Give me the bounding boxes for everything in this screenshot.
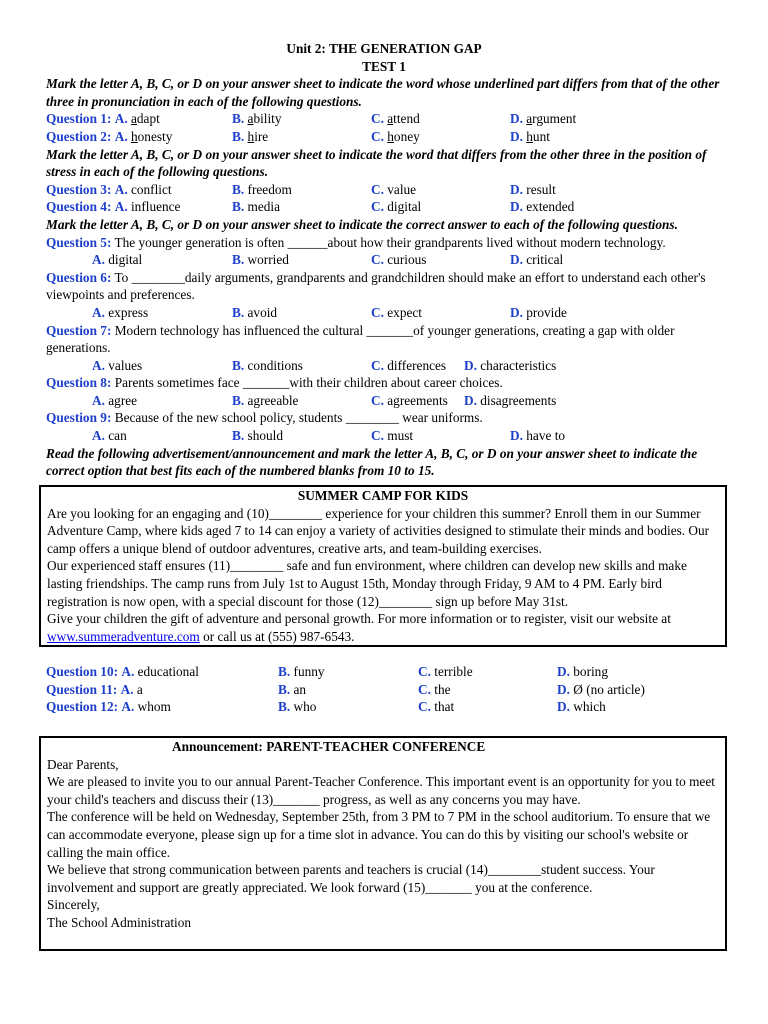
conference-announcement — [39, 736, 727, 951]
conference-paragraph-1: We are pleased to invite you to our annual Parent-Teacher Conference. This important event is an opportunity for you to meet your child's teachers and discuss their (13)_______ progress, as well as any concerns you may have. — [47, 774, 715, 807]
question-12: Question 12: A. whom B. who C. that D. which — [46, 699, 606, 715]
worksheet — [46, 40, 722, 480]
camp-paragraph-1: Are you looking for an engaging and (10)________ experience for your children this summer? Enroll them in our Summer Adventure Camp, where kids aged 7 to 14 can enjoy a variety of activities designed to stimulate their minds and bodies. Our camp offers a unique blend of outdoor adventures, creative arts, and team-building exercises. — [47, 505, 710, 556]
question-6-stem: Question 6: To ________daily arguments, grandparents and grandchildren should make an effort to understand each other's viewpoints and preferences. — [46, 269, 706, 303]
question-7-stem: Question 7: Modern technology has influenced the cultural _______of younger generations, creating a gap with older generations. — [46, 322, 675, 356]
question-7-options: A. values B. conditions C. differences D. characteristics — [92, 357, 557, 373]
question-1: Question 1: A. adapt B. ability C. attend D. argument — [46, 111, 577, 127]
instruction-pronunciation: Mark the letter A, B, C, or D on your answer sheet to indicate the word whose underlined part differs from that of the other three in pronunciation in each of the following questions. — [46, 76, 720, 109]
question-8-stem: Question 8: Parents sometimes face _______with their children about career choices. — [46, 375, 503, 391]
conference-paragraph-3: We believe that strong communication between parents and teachers is crucial (14)________student success. Your involvement and support are greatly appreciated. We look forward (15)_______ you at the conference. — [47, 862, 655, 895]
question-4: Question 4: A. influence B. media C. digital D. extended — [46, 199, 575, 215]
conference-closing: Sincerely, — [47, 897, 100, 913]
summer-camp-advertisement — [39, 485, 727, 647]
question-9-stem: Question 9: Because of the new school policy, students ________ wear uniforms. — [46, 410, 483, 426]
question-10: Question 10: A. educational B. funny C. terrible D. boring — [46, 664, 608, 679]
question-8-options: A. agree B. agreeable C. agreements D. disagreements — [92, 392, 557, 408]
instruction-reading: Read the following advertisement/announcement and mark the letter A, B, C, or D on your answer sheet to indicate the correct option that best fits each of the numbered blanks from 10 to 15. — [46, 445, 698, 479]
test-title: TEST 1 — [362, 58, 406, 74]
question-label: Question 1: — [46, 111, 112, 127]
question-3: Question 3: A. conflict B. freedom C. value D. result — [46, 181, 556, 197]
instruction-stress: Mark the letter A, B, C, or D on your answer sheet to indicate the word that differs from the other three in the position of stress in each of the following questions. — [46, 146, 707, 180]
camp-title: SUMMER CAMP FOR KIDS — [297, 488, 469, 503]
question-5-stem: Question 5: The younger generation is often ______about how their grandparents lived without modern technology. — [46, 234, 666, 250]
camp-website-link[interactable]: www.summeradventure.com — [47, 628, 200, 644]
questions-10-12 — [46, 663, 722, 716]
question-11: Question 11: A. a B. an C. the D. Ø (no article) — [46, 681, 645, 697]
question-2: Question 2: A. honesty B. hire C. honey D. hunt — [46, 128, 550, 144]
conference-paragraph-2: The conference will be held on Wednesday, September 25th, from 3 PM to 7 PM in the school auditorium. To ensure that we can accommodate everyone, please sign up for a time slot in advance. You can do this by visiting our school's website or calling the main office. — [47, 809, 711, 860]
question-5-options: A. digital B. worried C. curious D. critical — [92, 252, 564, 268]
camp-paragraph-2: Our experienced staff ensures (11)________ safe and fun environment, where children can develop new skills and make lasting friendships. The camp runs from July 1st to August 15th, Monday through Friday, 9 AM to 4 PM. Early bird registration is now open, with a special discount for those (12)________ sign up before May 31st. — [47, 558, 687, 609]
conference-title: Announcement: PARENT-TEACHER CONFERENCE — [172, 739, 486, 754]
conference-greeting: Dear Parents, — [47, 756, 119, 772]
instruction-correct-answer: Mark the letter A, B, C, or D on your answer sheet to indicate the correct answer to each of the following questions. — [46, 216, 678, 232]
question-9-options: A. can B. should C. must D. have to — [92, 428, 566, 444]
question-6-options: A. express B. avoid C. expect D. provide — [92, 304, 567, 320]
unit-title: Unit 2: THE GENERATION GAP — [286, 41, 482, 56]
camp-paragraph-3: Give your children the gift of adventure and personal growth. For more information or to register, visit our website at www.summeradventure.com or call us at (555) 987-6543. — [47, 611, 671, 644]
conference-signature: The School Administration — [47, 914, 192, 930]
